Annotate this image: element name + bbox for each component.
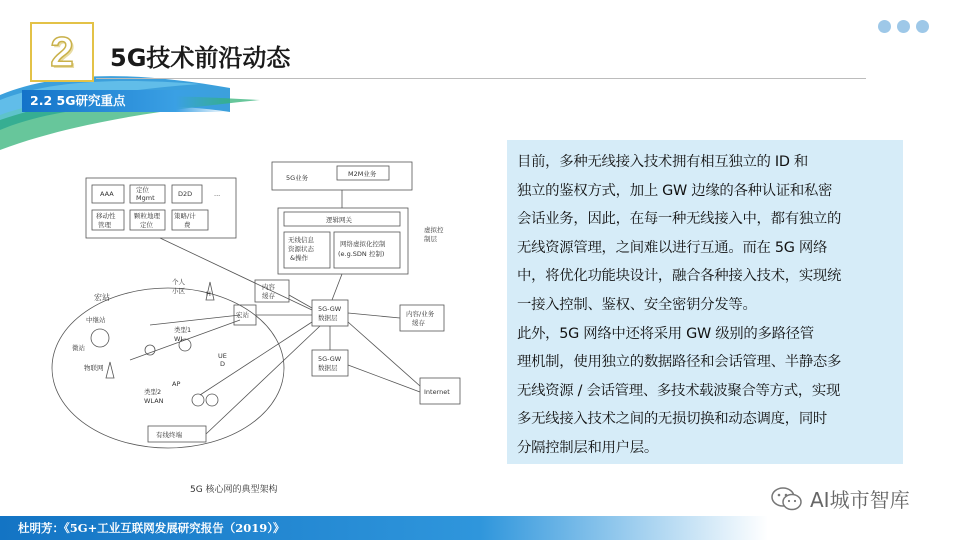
footer-citation: 杜明芳：《5G+工业互联网发展研究报告（2019）》 <box>18 521 285 535</box>
page-title: 5G技术前沿动态 <box>110 44 291 72</box>
dot-icon <box>878 20 891 33</box>
description-panel <box>507 140 903 464</box>
gw-data-box <box>312 300 348 326</box>
svg-text:个人: 个人 <box>172 278 185 286</box>
svg-text:资源状态: 资源状态 <box>288 245 314 253</box>
text-line: 此外，5G 网络中还将采用 GW 级别的多路径管 <box>517 325 814 342</box>
svg-text:UE: UE <box>218 352 227 360</box>
5g-core-architecture-diagram <box>50 150 490 485</box>
svg-text:策略/计: 策略/计 <box>174 212 196 220</box>
watermark-text: AI城市智库 <box>810 488 910 512</box>
svg-text:定位: 定位 <box>136 186 149 194</box>
svg-text:网络虚拟化控制: 网络虚拟化控制 <box>340 240 386 248</box>
svg-text:D: D <box>220 360 226 368</box>
svg-text:&操作: &操作 <box>290 254 309 262</box>
svg-text:WLAN: WLAN <box>144 397 164 405</box>
svg-text:数据层: 数据层 <box>318 364 338 372</box>
footer-bar <box>0 516 960 540</box>
svg-text:制层: 制层 <box>424 235 437 243</box>
svg-text:...: ... <box>214 190 221 198</box>
svg-text:D2D: D2D <box>178 190 193 198</box>
text-line: 会话业务，因此，在每一种无线接入中，都有独立的 <box>517 211 842 228</box>
section-label: 2.2 5G研究重点 <box>22 90 227 112</box>
svg-text:中继站: 中继站 <box>86 316 106 324</box>
svg-text:定位: 定位 <box>140 221 153 229</box>
svg-text:5G-GW: 5G-GW <box>318 355 342 363</box>
svg-text:无线信息: 无线信息 <box>288 236 314 244</box>
text-line: 无线资源管理，之间难以进行互通。而在 5G 网络 <box>517 239 828 256</box>
svg-text:费: 费 <box>184 221 191 229</box>
text-line: 独立的鉴权方式，加上 GW 边缘的各种认证和私密 <box>517 182 833 199</box>
label-5g-service: 5G业务 <box>286 174 309 182</box>
svg-text:M2M业务: M2M业务 <box>348 170 377 178</box>
text-line: 理机制，使用独立的数据路径和会话管理、半静态多 <box>517 354 842 371</box>
svg-text:缓存: 缓存 <box>262 292 275 300</box>
svg-text:微站: 微站 <box>72 344 85 352</box>
text-line: 分隔控制层和用户层。 <box>517 439 658 456</box>
svg-text:缓存: 缓存 <box>412 319 425 327</box>
svg-text:颗粒地理: 颗粒地理 <box>134 212 160 220</box>
svg-text:WL: WL <box>174 335 185 343</box>
wechat-icon <box>770 486 804 512</box>
svg-text:AAA: AAA <box>100 190 114 198</box>
svg-text:虚拟控: 虚拟控 <box>424 226 444 234</box>
svg-text:内容: 内容 <box>262 283 275 291</box>
svg-text:类型2: 类型2 <box>144 388 162 396</box>
text-line: 多无线接入技术之间的无损切换和动态调度，同时 <box>517 411 827 428</box>
text-line: 中，将优化功能块设计，融合各种接入技术，实现统 <box>517 268 842 285</box>
svg-text:小区: 小区 <box>172 287 185 295</box>
svg-text:内容/业务: 内容/业务 <box>406 310 435 318</box>
function-block <box>86 178 236 238</box>
svg-text:宏站: 宏站 <box>94 293 110 302</box>
svg-text:移动性: 移动性 <box>96 212 116 220</box>
section-number: 2 <box>50 28 74 75</box>
svg-text:5G-GW: 5G-GW <box>318 305 342 313</box>
svg-text:H: H <box>206 290 211 298</box>
text-line: 目前，多种无线接入技术拥有相互独立的 ID 和 <box>517 154 808 170</box>
svg-text:AP: AP <box>172 380 181 388</box>
svg-text:Internet: Internet <box>424 388 450 396</box>
dot-icon <box>916 20 929 33</box>
svg-text:有线终端: 有线终端 <box>156 431 182 439</box>
watermark <box>770 484 910 513</box>
svg-text:管理: 管理 <box>98 221 111 229</box>
svg-text:逻辑网关: 逻辑网关 <box>326 216 352 224</box>
dot-icon <box>897 20 910 33</box>
svg-text:Mgmt: Mgmt <box>136 194 155 202</box>
svg-text:(e.g.SDN 控制): (e.g.SDN 控制) <box>338 250 385 258</box>
svg-text:类型1: 类型1 <box>174 326 192 334</box>
svg-text:宏站: 宏站 <box>236 311 249 319</box>
diagram-caption: 5G 核心网的典型架构 <box>190 485 278 495</box>
svg-text:数据层: 数据层 <box>318 314 338 322</box>
title-divider <box>96 78 866 79</box>
svg-text:物联网: 物联网 <box>84 364 104 372</box>
section-number-box <box>30 22 94 82</box>
text-line: 无线资源 / 会话管理、多技术载波聚合等方式，实现 <box>517 382 841 399</box>
text-line: 一接入控制、鉴权、安全密钥分发等。 <box>517 296 757 313</box>
decorative-dots <box>878 20 929 33</box>
